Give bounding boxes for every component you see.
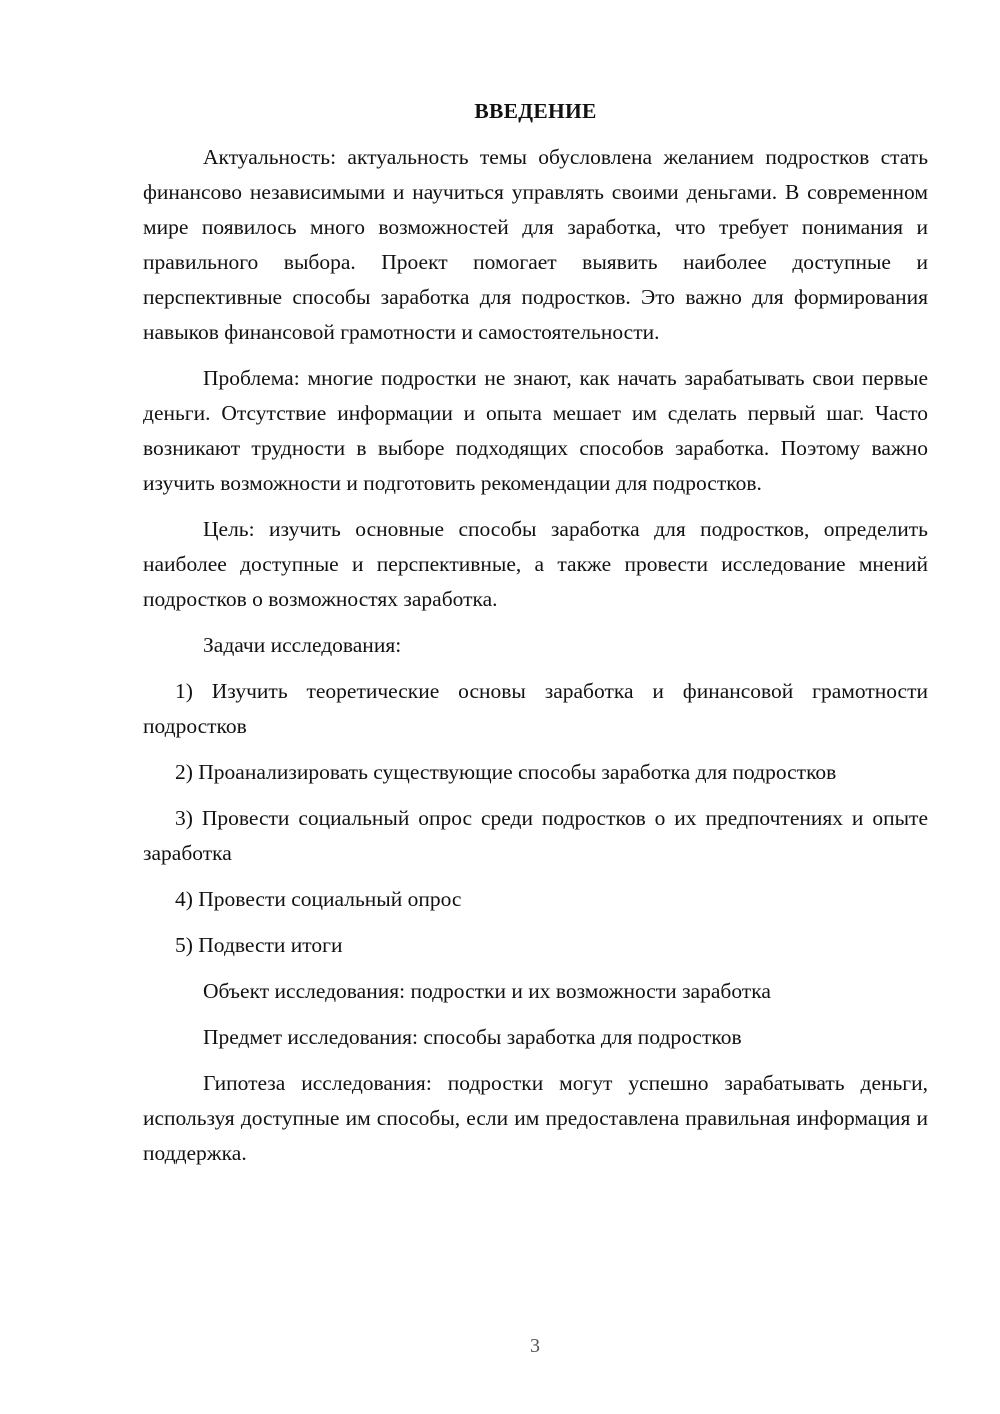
page-content [143, 96, 928, 1182]
page-number: 3 [530, 1335, 540, 1357]
paragraph-relevance: Актуальность: актуальность темы обусловлена желанием подростков стать финансово независимыми и научиться управлять своими деньгами. В современном мире появилось много возможностей для заработка, что требует понимания и правильного выбора. Проект помогает выявить наиболее доступные и перспективные способы заработка для подростков. Это важно для формирования навыков финансовой грамотности и самостоятельности. [143, 145, 928, 344]
task-item-5: 5) Подвести итоги [175, 933, 343, 957]
page-title: ВВЕДЕНИЕ [474, 99, 597, 123]
task-item-2: 2) Проанализировать существующие способы заработка для подростков [175, 760, 837, 784]
paragraph-problem: Проблема: многие подростки не знают, как начать зарабатывать свои первые деньги. Отсутствие информации и опыта мешает им сделать первый шаг. Часто возникают трудности в выборе подходящих способов заработка. Поэтому важно изучить возможности и подготовить рекомендации для подростков. [143, 366, 928, 495]
task-item-1: 1) Изучить теоретические основы заработка и финансовой грамотности подростков [143, 679, 928, 738]
paragraph-subject: Предмет исследования: способы заработка для подростков [203, 1025, 742, 1049]
tasks-heading: Задачи исследования: [203, 633, 402, 657]
task-item-4: 4) Провести социальный опрос [175, 887, 462, 911]
tasks-list [143, 674, 928, 963]
paragraph-object: Объект исследования: подростки и их возможности заработка [203, 979, 771, 1003]
paragraph-hypothesis: Гипотеза исследования: подростки могут успешно зарабатывать деньги, используя доступные им способы, если им предоставлена правильная информация и поддержка. [143, 1071, 928, 1165]
task-item-3: 3) Провести социальный опрос среди подростков о их предпочтениях и опыте заработка [143, 806, 928, 865]
paragraph-goal: Цель: изучить основные способы заработка для подростков, определить наиболее доступные и перспективные, а также провести исследование мнений подростков о возможностях заработка. [143, 517, 928, 611]
